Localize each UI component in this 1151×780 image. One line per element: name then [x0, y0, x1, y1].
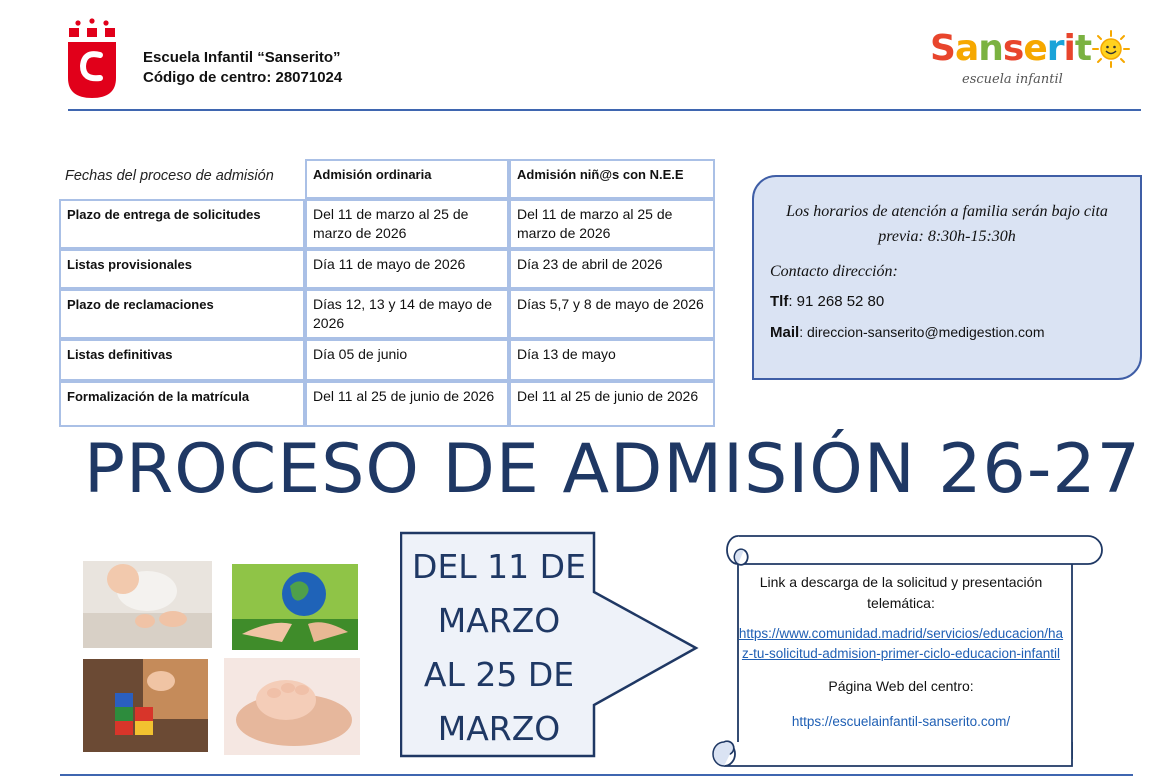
office-hours: Los horarios de atención a familia serán bajo cita previa: 8:30h-15:30h [786, 203, 1108, 245]
table-row [59, 249, 715, 289]
application-link[interactable]: https://www.comunidad.madrid/servicios/educacion/haz-tu-solicitud-admision-primer-ciclo-educacion-infantil [738, 626, 1064, 661]
brand-subtitle: escuela infantil [962, 72, 1063, 87]
brand-wordmark: Sanserit [930, 28, 1092, 69]
date-range-text [404, 540, 594, 756]
row-label: Plazo de entrega de solicitudes [59, 199, 305, 249]
baby-hand-photo [224, 658, 360, 755]
date-range-line: AL 25 DE [423, 655, 575, 694]
links-content [738, 572, 1064, 732]
globe-in-hands-photo [232, 564, 358, 650]
website-link[interactable]: https://escuelainfantil-sanserito.com/ [791, 714, 1011, 729]
school-name: Escuela Infantil “Sanserito” [143, 49, 341, 66]
child-playing-blocks-photo [83, 659, 208, 752]
row-label: Formalización de la matrícula [59, 381, 305, 427]
baby-crawling-photo [83, 561, 212, 648]
date-range-line: MARZO [437, 709, 561, 748]
cell-ordinaria: Día 05 de junio [305, 339, 509, 381]
cell-ordinaria: Del 11 al 25 de junio de 2026 [305, 381, 509, 427]
column-header: Admisión niñ@s con N.E.E [509, 159, 715, 199]
date-range-line: MARZO [437, 601, 561, 640]
school-info [143, 48, 342, 88]
admission-dates-table [59, 159, 715, 427]
mail-line [770, 324, 1124, 341]
row-label: Listas definitivas [59, 339, 305, 381]
footer-divider [60, 774, 1133, 776]
sun-icon [1092, 30, 1130, 68]
phone-line [770, 293, 1124, 310]
cell-nee: Del 11 de marzo al 25 de marzo de 2026 [509, 199, 715, 249]
center-code: Código de centro: 28071024 [143, 69, 343, 86]
row-label: Listas provisionales [59, 249, 305, 289]
cell-nee: Días 5,7 y 8 de mayo de 2026 [509, 289, 715, 339]
cell-ordinaria: Día 11 de mayo de 2026 [305, 249, 509, 289]
cell-nee: Día 13 de mayo [509, 339, 715, 381]
cell-nee: Del 11 al 25 de junio de 2026 [509, 381, 715, 427]
table-row [59, 339, 715, 381]
contact-box [752, 175, 1142, 380]
mail-value: : direccion-sanserito@medigestion.com [799, 324, 1045, 340]
row-label: Plazo de reclamaciones [59, 289, 305, 339]
date-range-line: DEL 11 DE [412, 547, 586, 586]
header-divider [68, 109, 1141, 111]
table-row [59, 289, 715, 339]
table-row [59, 199, 715, 249]
table-caption: Fechas del proceso de admisión [65, 168, 274, 184]
cell-ordinaria: Del 11 de marzo al 25 de marzo de 2026 [305, 199, 509, 249]
phone-label: Tlf [770, 293, 789, 310]
phone-value: : 91 268 52 80 [788, 293, 885, 310]
website-label: Página Web del centro: [828, 678, 974, 694]
brand-logo [930, 28, 1130, 98]
page-title: PROCESO DE ADMISIÓN 26-27 [84, 430, 1141, 509]
application-intro: Link a descarga de la solicitud y presentación telemática: [759, 574, 1043, 611]
mail-label: Mail [770, 324, 800, 341]
table-row [59, 381, 715, 427]
cell-nee: Día 23 de abril de 2026 [509, 249, 715, 289]
cell-ordinaria: Días 12, 13 y 14 de mayo de 2026 [305, 289, 509, 339]
column-header: Admisión ordinaria [305, 159, 509, 199]
contact-title: Contacto dirección: [770, 263, 898, 280]
table-header-row [59, 159, 715, 199]
region-logo [66, 18, 118, 100]
